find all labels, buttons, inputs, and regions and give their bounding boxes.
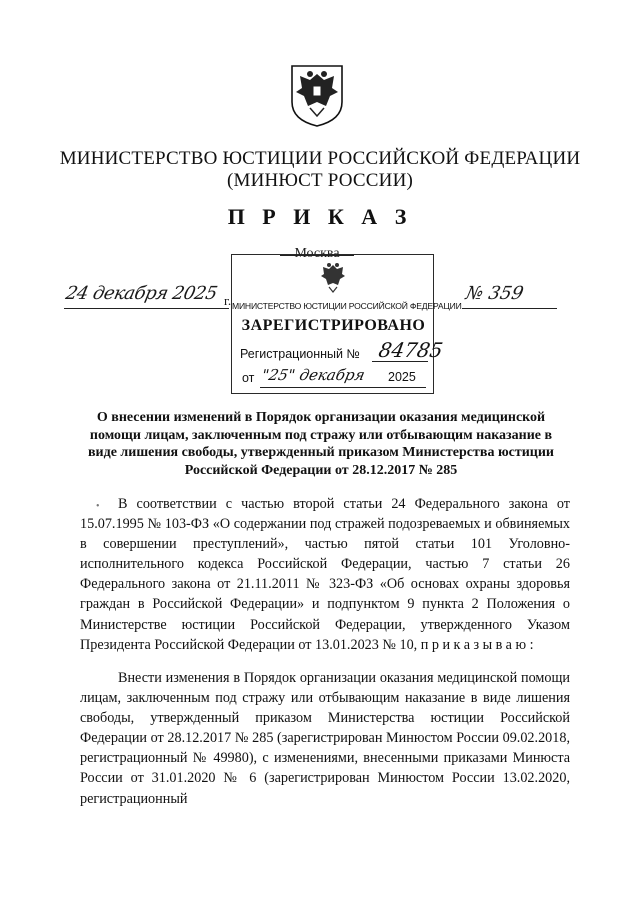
ministry-line1: МИНИСТЕРСТВО ЮСТИЦИИ РОССИЙСКОЙ ФЕДЕРАЦИИ — [59, 148, 581, 169]
stamp-date-underline — [260, 387, 426, 388]
stamp-registered-label: ЗАРЕГИСТРИРОВАНО — [241, 317, 426, 334]
order-title: П Р И К А З — [227, 204, 413, 229]
ministry-name — [0, 148, 640, 192]
stamp-regnum-value: 84785 — [376, 338, 445, 362]
margin-dot: • — [96, 501, 100, 512]
city-label: Москва — [282, 246, 352, 262]
stamp-date-handwritten: "25" декабря — [260, 366, 367, 384]
stamp-ministry-name: МИНИСТЕРСТВО ЮСТИЦИИ РОССИЙСКОЙ ФЕДЕРАЦИИ — [232, 301, 462, 311]
order-date-suffix: г. — [224, 293, 232, 308]
stamp-regnum-underline — [372, 361, 428, 362]
stamp-from-label: от — [242, 371, 255, 385]
paragraph-1-text: В соответствии с частью второй статьи 24 Федерального закона от 15.07.1995 № 103-ФЗ «О содержании под стражей подозреваемых и обвиняемых в совершении преступлений», частью пятой статьи 101 Уголовно-исполнительного кодекса Российской Федерации, частью 7 статьи 26 Федерального закона от 21.11.2011 № 323-ФЗ «Об основах охраны здоровья граждан в Российской Федерации» и подпунктом 9 пункта 2 Положения о Министерстве юстиции Российской Федерации, утвержденного Указом Президента Российской Федерации от 13.01.2023 № 10, — [80, 496, 570, 653]
paragraph-1 — [80, 494, 570, 655]
coat-of-arms-icon — [318, 261, 348, 295]
ministry-line2: (МИНЮСТ РОССИИ) — [226, 170, 414, 191]
order-number-underline — [462, 308, 557, 309]
stamp-regnum-label: Регистрационный № — [240, 347, 360, 361]
order-directive: приказываю: — [420, 636, 538, 653]
order-date-underline — [64, 308, 229, 309]
order-number-handwritten: № 359 — [463, 283, 526, 304]
coat-of-arms-icon — [286, 62, 348, 128]
order-date-handwritten: 24 декабря 2025 — [63, 283, 219, 304]
registration-stamp — [231, 254, 462, 394]
paragraph-2: Внести изменения в Порядок организации оказания медицинской помощи лицам, заключенным под стражу или отбывающим наказание в виде лишения свободы, утвержденный приказом Министерства юстиции Российской Федерации от 28.12.2017 № 285 (зарегистрирован Минюстом России 09.02.2018, регистрационный № 49980), с изменениями, внесенными приказами Минюста России от 31.01.2020 № 6 (зарегистрирован Минюстом России 13.02.2020, регистрационный — [80, 670, 570, 807]
stamp-year: 2025 — [388, 370, 416, 384]
document-heading: О внесении изменений в Порядок организации оказания медицинской помощи лицам, заключенным под стражу или отбывающим наказание в виде лишения свободы, утвержденный приказом Министерства юстиции Российской Федерации от 28.12.2017 № 285 — [88, 410, 554, 478]
